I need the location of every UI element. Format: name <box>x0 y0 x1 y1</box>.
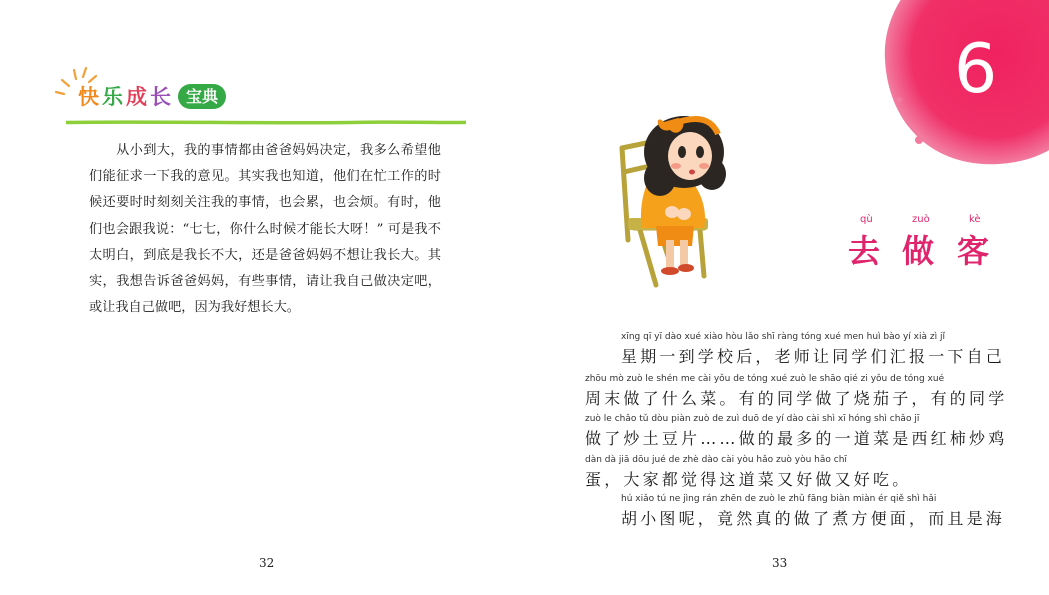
pinyin-line: hú xiǎo tú ne jìng rán zhēn de zuò le zhǔ fāng biàn miàn ér qiě shì hǎi <box>621 494 937 504</box>
title-char: 去 <box>848 232 881 270</box>
girl-on-chair-illustration <box>600 100 740 300</box>
chinese-line: 星期一到学校后，老师让同学们汇报一下自己 <box>621 347 1006 366</box>
brand-char: 成 <box>126 85 147 109</box>
brand-char: 乐 <box>102 85 123 109</box>
story-text <box>89 138 441 321</box>
title-pinyin: qù <box>860 214 873 225</box>
chinese-line: 蛋，大家都觉得这道菜又好做又好吃。 <box>585 470 912 489</box>
story-paragraph: 从小到大，我的事情都由爸爸妈妈决定，我多么希望他们能征求一下我的意见。其实我也知道，他们在忙工作的时候还要时时刻刻关注我的事情，也会累，也会烦。有时，他们也会跟我说：“七七，你什么时候才能长大呀！” 可是我不太明白，到底是我长不大，还是爸爸妈妈不想让我长大。其实，我想告诉爸爸妈妈，有些事情，请让我自己做决定吧，或让我自己做吧，因为我好想长大。 <box>89 143 441 316</box>
chinese-line: 做了炒土豆片……做的最多的一道菜是西红柿炒鸡 <box>585 429 1008 448</box>
chapter-number: 6 <box>954 30 998 109</box>
brand-pill: 宝典 <box>178 84 226 109</box>
pinyin-line: dàn dà jiā dōu jué de zhè dào cài yòu hǎo zuò yòu hǎo chī <box>585 455 847 465</box>
divider-line <box>66 120 466 125</box>
series-logo <box>78 81 226 111</box>
title-pinyin: kè <box>969 214 981 225</box>
title-pinyin: zuò <box>912 214 930 225</box>
pinyin-line: zhōu mò zuò le shén me cài yǒu de tóng xué zuò le shāo qié zi yǒu de tóng xué <box>585 374 945 384</box>
page-number-left: 32 <box>259 556 275 570</box>
pinyin-line: zuò le chǎo tǔ dòu piàn zuò de zuì duō de yí dào cài shì xī hóng shì chǎo jī <box>585 414 920 424</box>
chinese-line: 周末做了什么菜。有的同学做了烧茄子，有的同学 <box>585 389 1008 408</box>
brand-char: 快 <box>78 85 99 109</box>
chinese-line: 胡小图呢，竟然真的做了煮方便面，而且是海 <box>621 509 1006 528</box>
pinyin-line: xīng qī yī dào xué xiào hòu lǎo shī ràng tóng xué men huì bào yí xià zì jǐ <box>621 332 945 342</box>
brand-char: 长 <box>150 85 171 109</box>
title-char: 客 <box>957 232 990 270</box>
title-char: 做 <box>902 232 935 270</box>
page-number-right: 33 <box>772 556 788 570</box>
